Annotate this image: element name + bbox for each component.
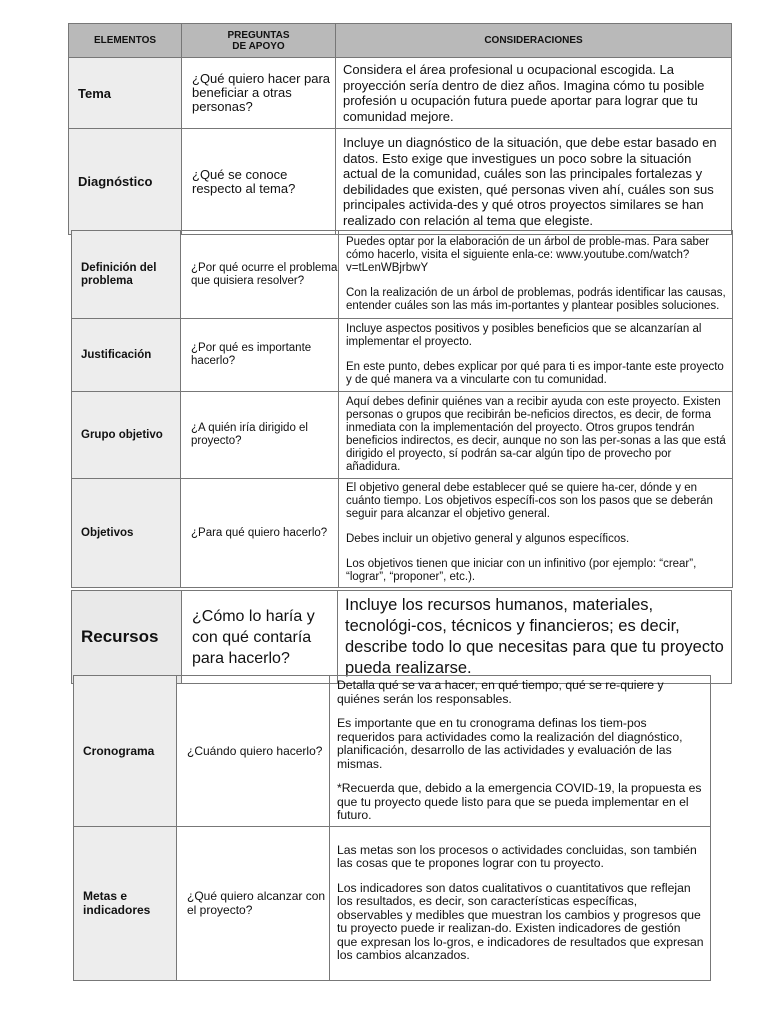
question-cell: ¿Qué quiero hacer para beneficiar a otras personas? bbox=[182, 58, 336, 129]
table-row bbox=[74, 826, 711, 980]
question-cell: ¿A quién iría dirigido el proyecto? bbox=[181, 392, 339, 479]
question-cell: ¿Qué quiero alcanzar con el proyecto? bbox=[177, 826, 330, 980]
paragraph: Debes incluir un objetivo general y algunos específicos. bbox=[346, 533, 630, 545]
table-row bbox=[69, 129, 732, 235]
question-cell: ¿Por qué ocurre el problema que quisiera resolver? bbox=[181, 231, 339, 319]
paragraph: Puedes optar por la elaboración de un árbol de proble-mas. Para saber cómo hacerlo, visita el siguiente enla-ce: www.youtube.com/watch?v=tLenWBjrbwY bbox=[346, 236, 710, 274]
header-consideraciones: CONSIDERACIONES bbox=[336, 24, 732, 58]
element-cell: Grupo objetivo bbox=[72, 392, 181, 479]
paragraph: Detalla qué se va a hacer, en qué tiempo, qué se re-quiere y quiénes serán los responsables. bbox=[337, 678, 664, 706]
element-cell: Tema bbox=[69, 58, 182, 129]
header-preguntas: PREGUNTAS DE APOYO bbox=[182, 24, 336, 58]
considerations-cell bbox=[339, 479, 733, 588]
table-row bbox=[72, 479, 733, 588]
table-header-row bbox=[69, 24, 732, 58]
element-cell: Diagnóstico bbox=[69, 129, 182, 235]
table-row bbox=[72, 319, 733, 392]
table-row bbox=[74, 676, 711, 827]
element-cell: Objetivos bbox=[72, 479, 181, 588]
header-elementos: ELEMENTOS bbox=[69, 24, 182, 58]
paragraph: Incluye un diagnóstico de la situación, que debe estar basado en datos. Esto exige que investigues un poco sobre la situación actual de la comunidad, cuáles son las principales fortalezas y debilidades que existen, qué personas viven ahí, cuáles son sus principales activida-des y qué otros proyectos similares se han realizado con relación al tema que elegiste. bbox=[343, 135, 717, 228]
question-cell: ¿Qué se conoce respecto al tema? bbox=[182, 129, 336, 235]
element-cell: Definición del problema bbox=[72, 231, 181, 319]
element-cell: Cronograma bbox=[74, 676, 177, 827]
element-cell: Justificación bbox=[72, 319, 181, 392]
considerations-cell bbox=[336, 58, 732, 129]
paragraph: En este punto, debes explicar por qué para ti es impor-tante este proyecto y de qué manera va a vincularte con tu comunidad. bbox=[346, 361, 724, 386]
table-section-1 bbox=[68, 23, 732, 235]
considerations-cell bbox=[338, 591, 732, 684]
paragraph: El objetivo general debe establecer qué se quiere ha-cer, dónde y en cuánto tiempo. Los objetivos específi-cos son los pasos que se deberán seguir para alcanzar el objetivo general. bbox=[346, 482, 713, 520]
paragraph: *Recuerda que, debido a la emergencia COVID-19, la propuesta es que tu proyecto quede listo para que se pueda implementar en el futuro. bbox=[337, 781, 702, 822]
paragraph: Los indicadores son datos cualitativos o cuantitativos que reflejan los resultados, es decir, son características específicas, observables y medibles que muestran los cambios y progresos que tu proyecto puede ir realizan-do. Existen indicadores de gestión que expresan los lo-gros, e indicadores de resultados que expresan los cambios alcanzados. bbox=[337, 880, 704, 962]
table-row bbox=[72, 392, 733, 479]
table-section-4 bbox=[73, 675, 711, 981]
element-cell: Metas e indicadores bbox=[74, 826, 177, 980]
paragraph: Es importante que en tu cronograma definas los tiem-pos requeridos para actividades como la realización del diagnóstico, planificación, desarrollo de las actividades y evaluación de las mismas. bbox=[337, 716, 683, 771]
paragraph: Los objetivos tienen que iniciar con un infinitivo (por ejemplo: “crear”, “lograr”, “proponer”, etc.). bbox=[346, 558, 697, 583]
considerations-cell bbox=[330, 826, 711, 980]
table-section-3 bbox=[71, 590, 732, 684]
question-cell: ¿Cuándo quiero hacerlo? bbox=[177, 676, 330, 827]
paragraph: Con la realización de un árbol de problemas, podrás identificar las causas, entender cuáles son las más im-portantes y plantear posibles soluciones. bbox=[346, 287, 726, 312]
paragraph: Considera el área profesional u ocupacional escogida. La proyección sería dentro de diez años. Imagina cómo tu posible profesión u ocupación futura puede aportar para lograr que tu comunidad mejore. bbox=[343, 62, 705, 124]
paragraph: Incluye aspectos positivos y posibles beneficios que se alcanzarían al implementar el proyecto. bbox=[346, 323, 702, 348]
element-cell: Recursos bbox=[72, 591, 182, 684]
table-row bbox=[72, 591, 732, 684]
considerations-cell bbox=[339, 392, 733, 479]
considerations-cell bbox=[339, 231, 733, 319]
table-row bbox=[72, 231, 733, 319]
question-cell: ¿Para qué quiero hacerlo? bbox=[181, 479, 339, 588]
paragraph: Aquí debes definir quiénes van a recibir ayuda con este proyecto. Existen personas o grupos que recibirán be-neficios directos, es decir, de forma inmediata con la implementación del proyecto. Otros grupos tendrán beneficios indirectos, es decir, aunque no son las per-sonas a las que está dirigido el proyecto, sí podrán sa-car algún tipo de provecho por añadidura. bbox=[346, 396, 726, 473]
considerations-cell bbox=[339, 319, 733, 392]
table-section-2 bbox=[71, 230, 733, 588]
question-cell: ¿Por qué es importante hacerlo? bbox=[181, 319, 339, 392]
paragraph: Las metas son los procesos o actividades concluidas, son también las cosas que te propones lograr con tu proyecto. bbox=[337, 842, 697, 870]
considerations-cell bbox=[330, 676, 711, 827]
table-row bbox=[69, 58, 732, 129]
question-cell: ¿Cómo lo haría y con qué contaría para hacerlo? bbox=[182, 591, 338, 684]
considerations-cell bbox=[336, 129, 732, 235]
paragraph: Incluye los recursos humanos, materiales, tecnológi-cos, técnicos y financieros; es decir, describe todo lo que necesitas para que tu proyecto pueda realizarse. bbox=[345, 596, 724, 677]
